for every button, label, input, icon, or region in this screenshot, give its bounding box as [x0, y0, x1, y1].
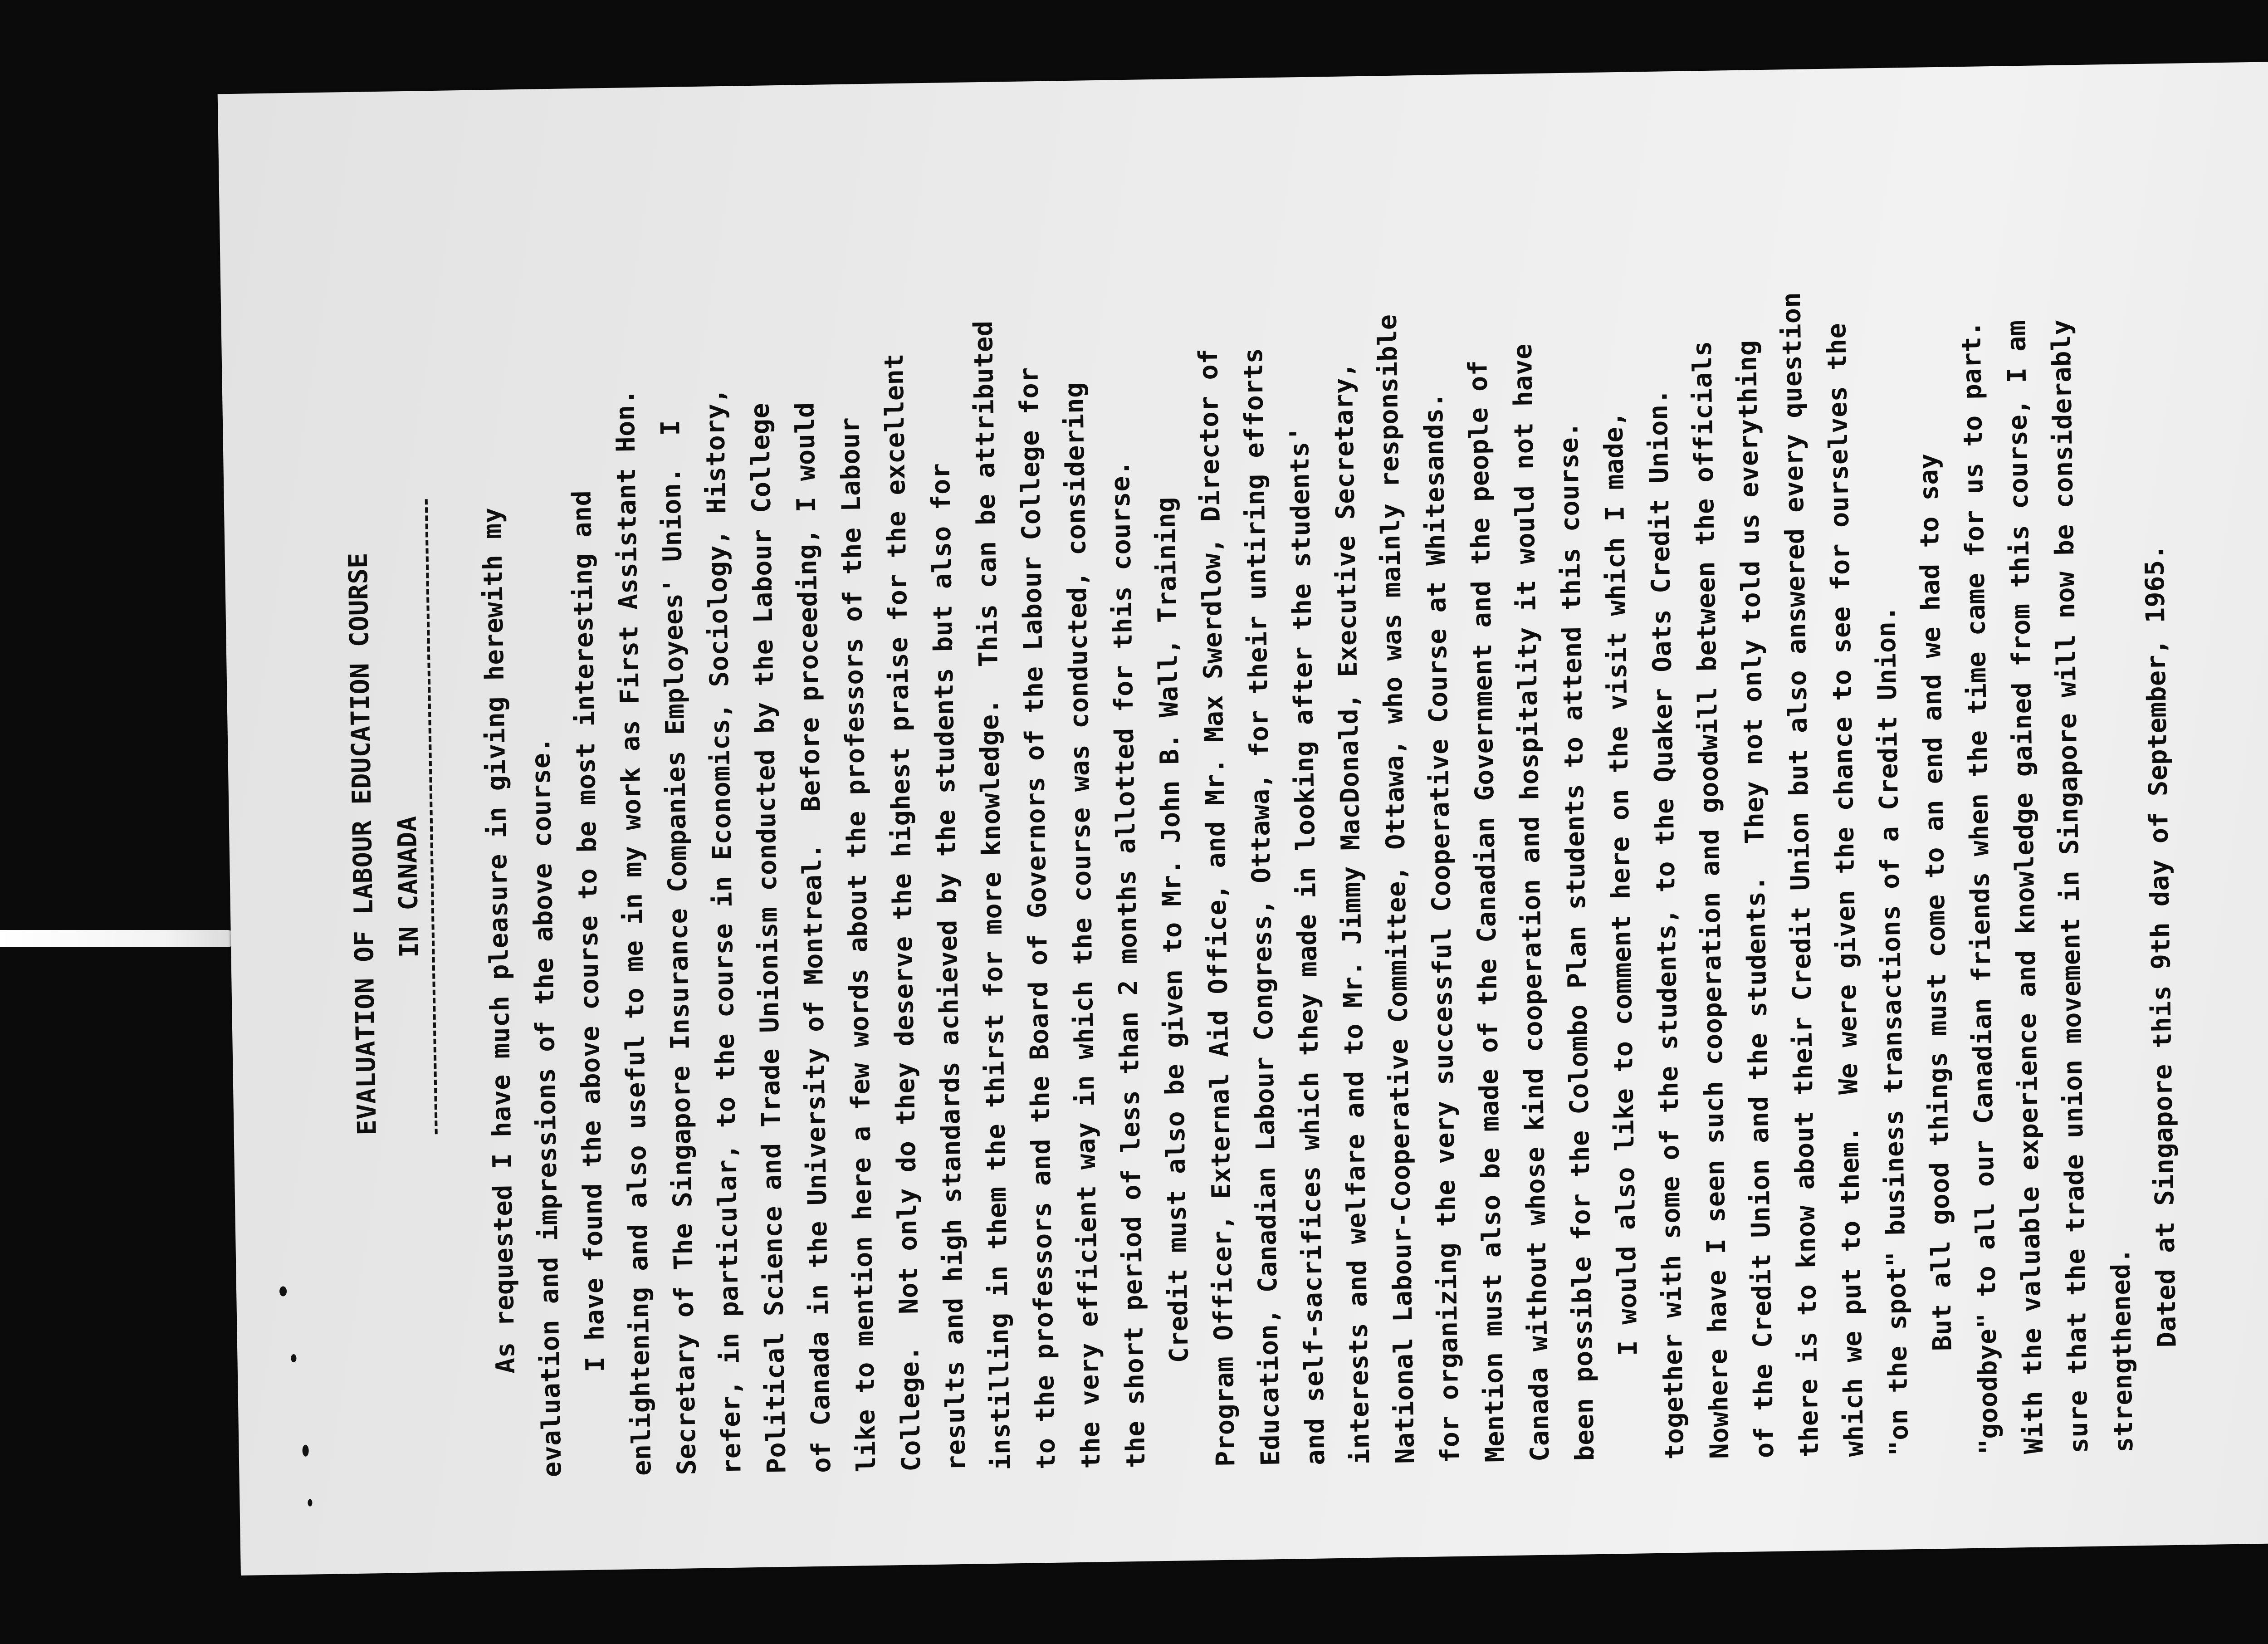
text-line: of the Credit Union and the students. They not only told us everything — [1732, 340, 1780, 1458]
text-line: As requested I have much pleasure in giving herewith my — [477, 507, 521, 1374]
text-line: Credit must also be given to Mr. John B. Wall, Training — [1150, 496, 1194, 1363]
paper-sheet — [218, 59, 2268, 1576]
text-line: "goodbye" to all our Canadian friends when the time came for us to part. — [1956, 320, 2004, 1455]
text-line: strengthened. — [2106, 1247, 2139, 1453]
text-line: Mention must also be made of the Canadian Government and the people of — [1463, 360, 1510, 1463]
text-line: enlightening and also useful to me in my work as First Assistant Hon. — [610, 389, 657, 1476]
paragraph — [1587, 158, 1922, 1461]
paragraph — [555, 171, 1159, 1477]
text-line: the short period of less than 2 months allotted for this course. — [1105, 460, 1151, 1468]
paper-speck — [291, 1354, 296, 1362]
text-line: Education, Canadian Labour Congress, Ottawa, for their untiring efforts — [1238, 347, 1286, 1466]
title-line-1: EVALUATION OF LABOUR EDUCATION COURSE — [343, 552, 382, 1136]
paper-speck — [279, 1286, 287, 1296]
text-line: Canada without whose kind cooperation and hospitality it would not have — [1507, 343, 1555, 1462]
text-line: together with some of the students, to the Quaker Oats Credit Union. — [1643, 388, 1690, 1460]
text-line: Nowhere have I seen such cooperation and goodwill between the officials — [1687, 340, 1735, 1459]
text-line: "on the spot" business transactions of a Credit Union. — [1871, 605, 1915, 1457]
document-title — [330, 181, 440, 1480]
text-line: to the professors and the Board of Governors of the Labour College for — [1014, 367, 1061, 1470]
paragraph — [1901, 155, 2146, 1455]
text-line: evaluation and impressions of the above course. — [526, 737, 567, 1478]
paper-speck — [308, 1499, 312, 1507]
text-line: and self-sacrifices which they made in looking after the students' — [1284, 426, 1331, 1466]
text-line: Dated at Singapore this 9th day of September, 1965. — [2139, 544, 2182, 1348]
text-line: interests and welfare and to Mr. Jimmy MacDonald, Executive Secretary, — [1328, 362, 1376, 1465]
text-line: College. Not only do they deserve the highest praise for the excellent — [879, 353, 927, 1472]
text-line: of Canada in the University of Montreal. Before proceeding, I would — [790, 401, 837, 1473]
text-line: But all good things must come to an end and we had to say — [1913, 453, 1958, 1351]
text-line: I have found the above course to be most interesting and — [567, 490, 611, 1373]
text-line: the very efficient way in which the course was conducted, considering — [1059, 382, 1106, 1469]
text-line: instilling in them the thirst for more knowledge. This can be attributed — [968, 320, 1017, 1471]
text-line: Political Science and Trade Unionism conducted by the Labour College — [745, 402, 792, 1474]
paragraph — [1139, 163, 1608, 1468]
text-line: National Labour-Cooperative Committee, Ottawa, who was mainly responsible — [1372, 314, 1421, 1464]
text-line: Secretary of The Singapore Insurance Companies Employees' Union. I — [655, 420, 702, 1476]
text-line: like to mention here a few words about the professors of the Labour — [835, 417, 882, 1473]
text-line: results and high standards achieved by the students but also for — [925, 463, 972, 1471]
text-line: been possible for the Colombo Plan students to attend this course. — [1554, 421, 1600, 1461]
letter-body — [465, 154, 2191, 1478]
paper-speck — [302, 1445, 308, 1457]
scan-glare-left — [0, 930, 236, 947]
text-line: sure that the trade union movement in Singapore will now be considerably — [2046, 319, 2094, 1453]
text-line: refer, in particular, to the course in Economics, Sociology, History, — [699, 387, 747, 1475]
typed-letter — [330, 152, 2268, 1480]
text-line: which we put to them. We were given the chance to see for ourselves the — [1822, 323, 1870, 1457]
text-line: With the valuable experience and knowledge gained from this course, I am — [2001, 320, 2049, 1454]
title-line-2: IN CANADA — [392, 816, 425, 958]
text-line: there is to know about their Credit Union but also answered every question — [1776, 292, 1825, 1458]
text-line: Program Officer, External Aid Office, and Mr. Max Swerdlow, Director of — [1193, 348, 1241, 1467]
text-line: I would also like to comment here on the visit which I made, — [1598, 411, 1643, 1356]
text-line: for organizing the very successful Cooperative Course at Whitesands. — [1418, 392, 1466, 1463]
